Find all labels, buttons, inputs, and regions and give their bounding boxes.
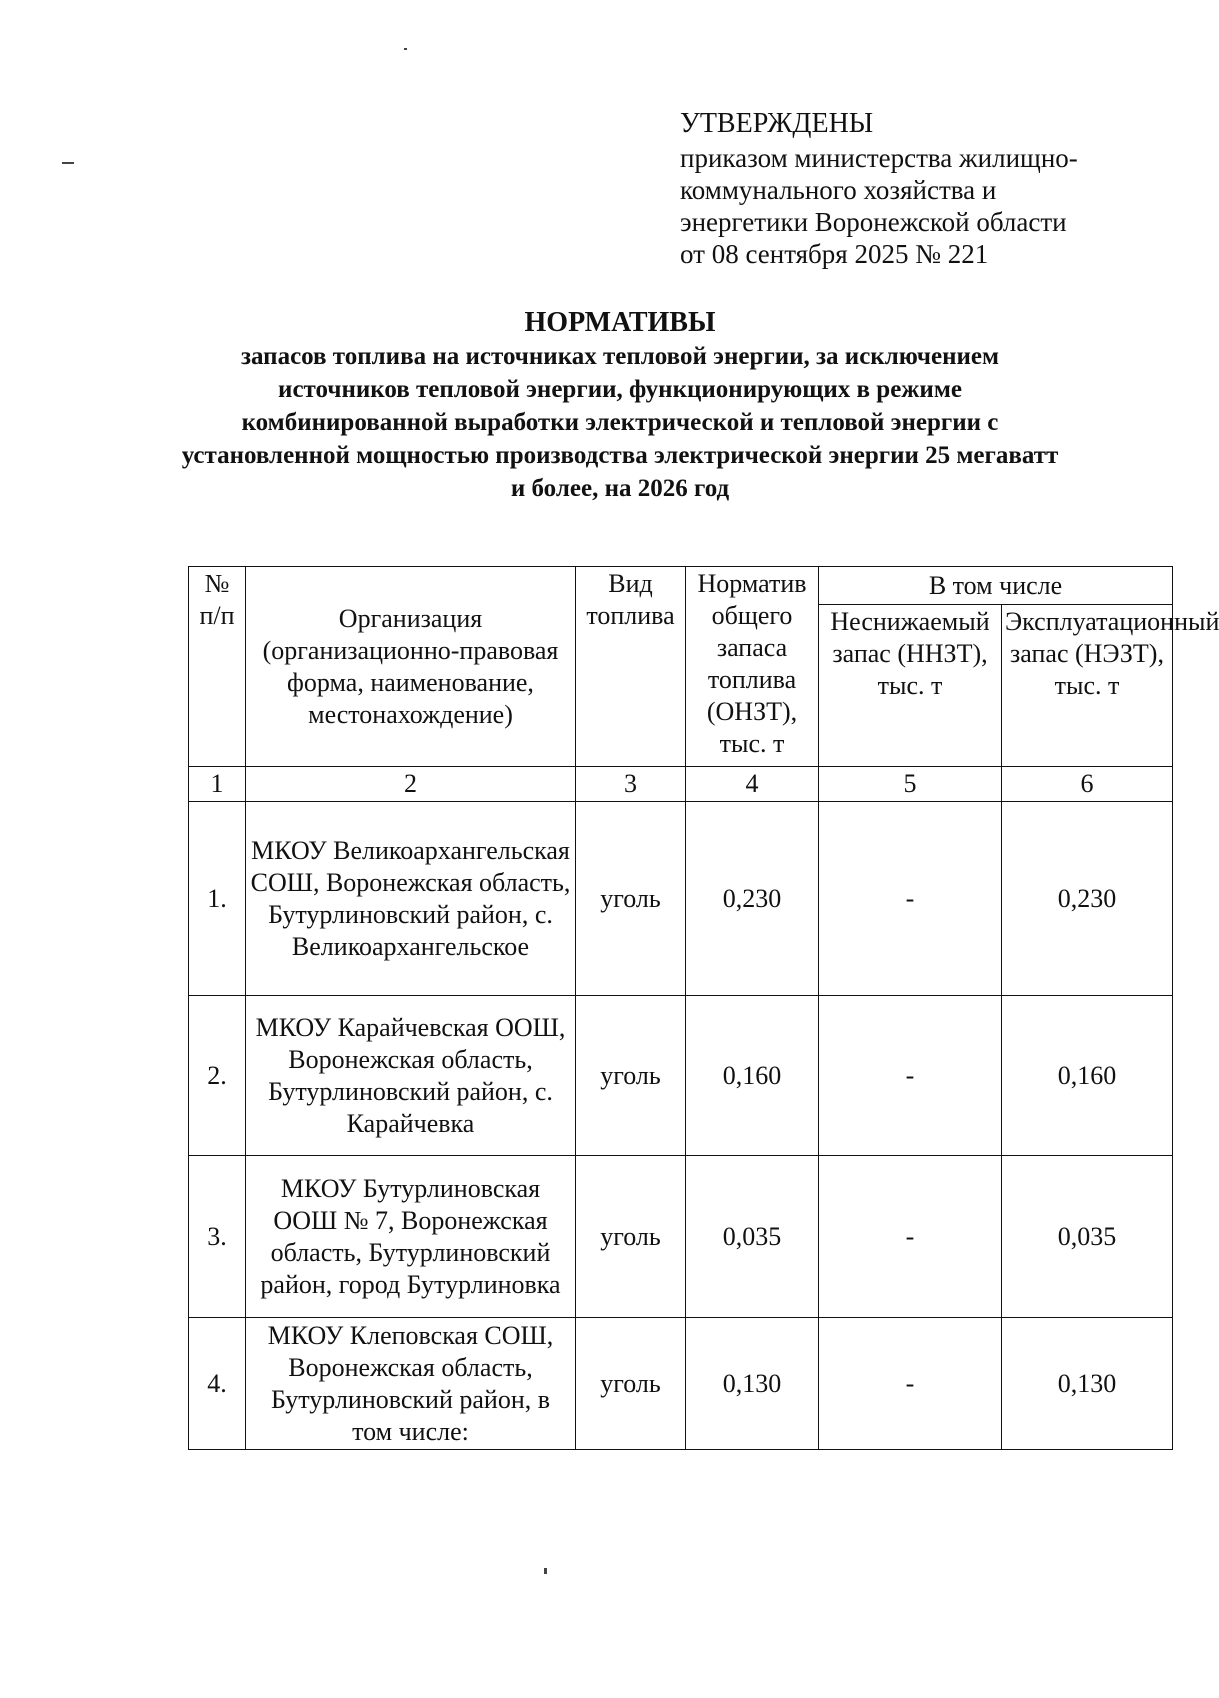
row-nezt: 0,035 (1002, 1156, 1173, 1318)
document-subtitle: запасов топлива на источниках тепловой энергии, за исключением источников тепловой энергии, функционирующих в режиме комбинированной выработки электрической и тепловой энергии с установленной мощностью производства электрической энергии 25 мегаватт и более, на 2026 год (181, 343, 1059, 502)
row-org: МКОУ Великоархангельская СОШ, Воронежская область, Бутурлиновский район, с. Великоархангельское (246, 802, 576, 996)
table-row (189, 1318, 1173, 1450)
header-nnzt: Неснижаемый запас (ННЗТ), тыс. т (819, 605, 1002, 767)
row-num: 3. (189, 1156, 246, 1318)
approval-heading: УТВЕРЖДЕНЫ (680, 108, 874, 139)
column-number: 1 (189, 767, 246, 802)
scan-mark (404, 48, 407, 50)
header-total: Норматив общего запаса топлива (ОНЗТ), тыс. т (686, 567, 819, 767)
row-fuel: уголь (576, 1318, 686, 1450)
row-total: 0,035 (686, 1156, 819, 1318)
row-nnzt: - (819, 802, 1002, 996)
document-title: НОРМАТИВЫ (524, 307, 716, 338)
row-num: 2. (189, 996, 246, 1156)
row-org: МКОУ Клеповская СОШ, Воронежская область, Бутурлиновский район, в том числе: (246, 1318, 576, 1450)
row-fuel: уголь (576, 802, 686, 996)
approval-line: энергетики Воронежской области (680, 207, 1067, 237)
header-fuel: Вид топлива (576, 567, 686, 767)
row-org: МКОУ Бутурлиновская ООШ № 7, Воронежская область, Бутурлиновский район, город Бутурлиновка (246, 1156, 576, 1318)
row-nezt: 0,130 (1002, 1318, 1173, 1450)
row-nezt: 0,230 (1002, 802, 1173, 996)
row-total: 0,130 (686, 1318, 819, 1450)
row-num: 1. (189, 802, 246, 996)
approval-line: от 08 сентября 2025 № 221 (680, 239, 989, 269)
row-org: МКОУ Карайчевская ООШ, Воронежская область, Бутурлиновский район, с. Карайчевка (246, 996, 576, 1156)
column-number: 4 (686, 767, 819, 802)
table-row (189, 802, 1173, 996)
table-row (189, 1156, 1173, 1318)
column-number: 6 (1002, 767, 1173, 802)
row-total: 0,230 (686, 802, 819, 996)
approval-line: приказом министерства жилищно- (680, 143, 1078, 173)
row-nnzt: - (819, 1156, 1002, 1318)
row-nnzt: - (819, 996, 1002, 1156)
scan-mark (544, 1568, 547, 1574)
header-nezt: Эксплуатационный запас (НЭЗТ), тыс. т (1002, 605, 1173, 767)
header-group: В том числе (819, 567, 1173, 605)
row-fuel: уголь (576, 996, 686, 1156)
approval-line: коммунального хозяйства и (680, 175, 997, 205)
column-number: 2 (246, 767, 576, 802)
approval-stamp (680, 108, 1120, 270)
column-number: 3 (576, 767, 686, 802)
header-num: № п/п (189, 567, 246, 767)
table-row (189, 996, 1173, 1156)
header-org: Организация (организационно-правовая форма, наименование, местонахождение) (246, 567, 576, 767)
row-fuel: уголь (576, 1156, 686, 1318)
row-nnzt: - (819, 1318, 1002, 1450)
scan-mark (62, 162, 74, 164)
norms-table (188, 566, 1219, 1450)
row-total: 0,160 (686, 996, 819, 1156)
column-number: 5 (819, 767, 1002, 802)
row-num: 4. (189, 1318, 246, 1450)
row-nezt: 0,160 (1002, 996, 1173, 1156)
